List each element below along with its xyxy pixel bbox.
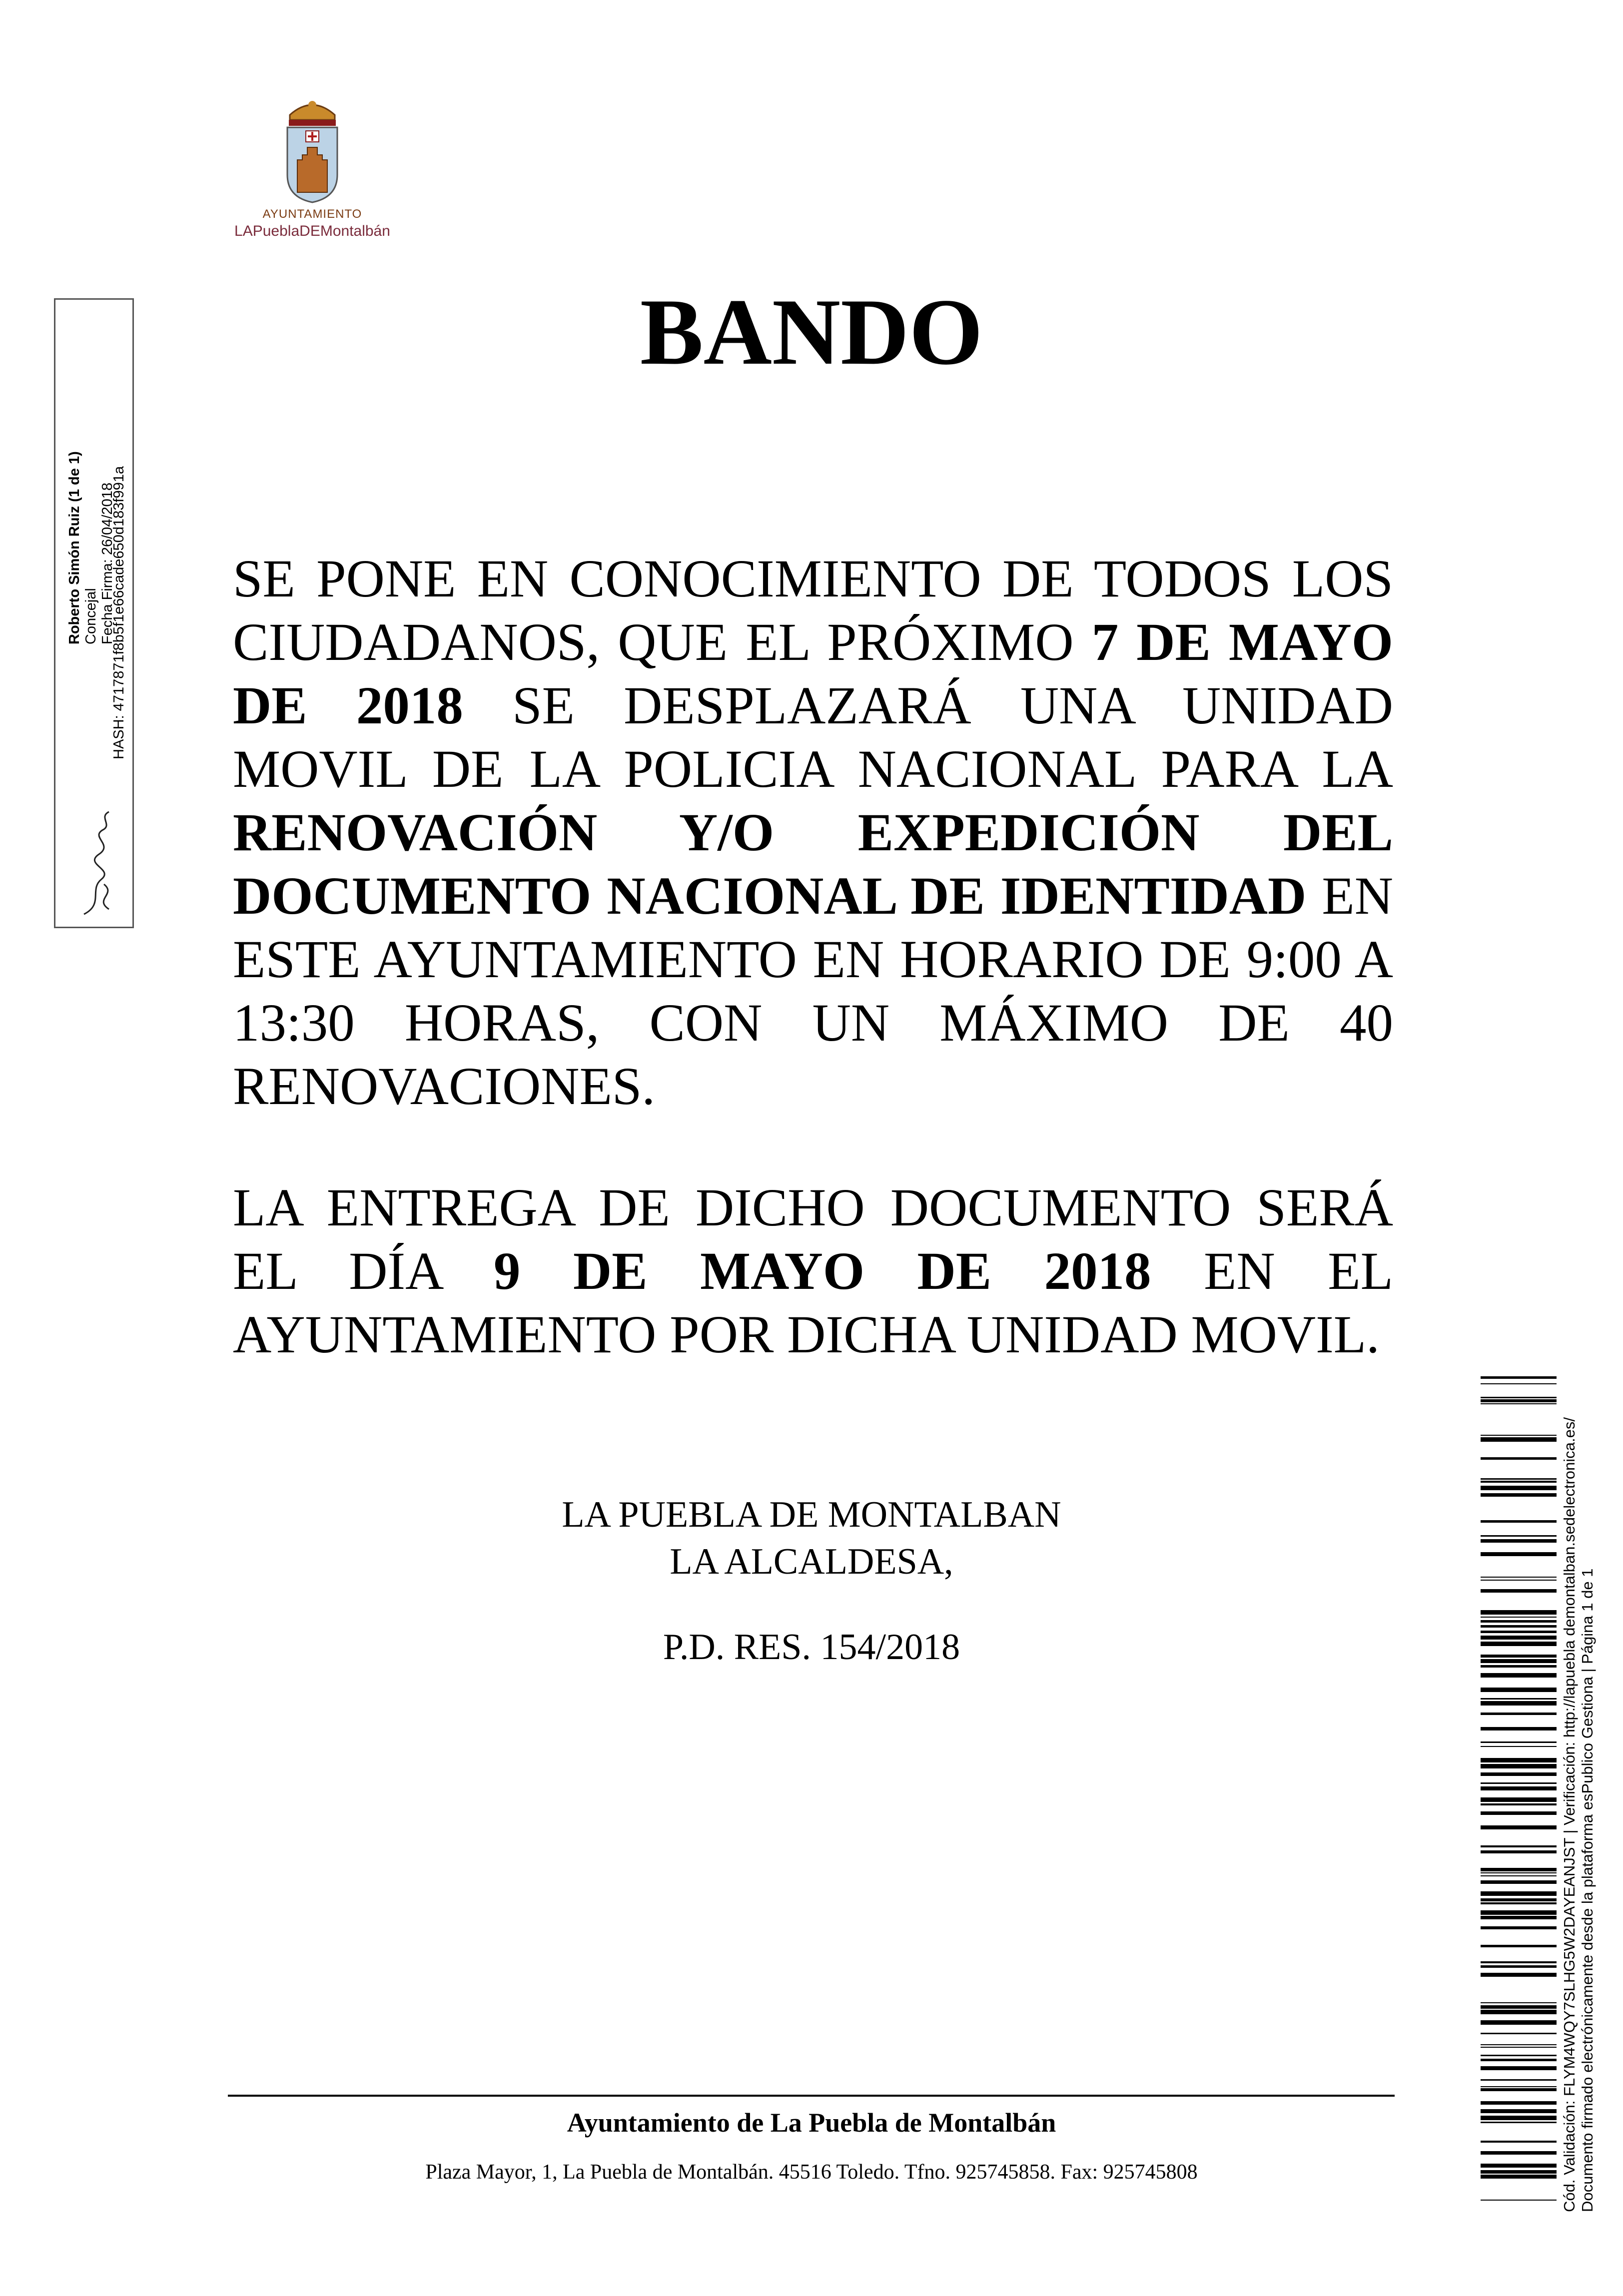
p2-date-bold: 9 DE MAYO DE 2018 — [494, 1242, 1151, 1301]
sign-location: LA PUEBLA DE MONTALBAN — [562, 1494, 1061, 1535]
coat-of-arms-icon — [275, 100, 350, 205]
p2-text-a: LA ENTREGA DE DICHO DOCUMENTO SERÁ EL DÍA — [233, 1178, 1393, 1301]
footer-organization: Ayuntamiento de La Puebla de Montalbán — [567, 2108, 1056, 2138]
handwritten-signature — [74, 809, 129, 919]
document-title: BANDO — [640, 280, 983, 385]
paragraph-delivery — [233, 1176, 1393, 1367]
p1-service-bold: RENOVACIÓN Y/O EXPEDICIÓN DEL DOCUMENTO NACIONAL DE IDENTIDAD — [233, 803, 1393, 926]
logo-text-bottom: LAPueblaDEMontalbán — [234, 223, 390, 239]
p1-text-e: EN ESTE AYUNTAMIENTO EN HORARIO DE 9:00 A 13:30 HORAS, CON UN MÁXIMO DE 40 RENOVACIONES. — [233, 867, 1393, 1116]
signature-date: Fecha Firma: 26/04/2018 — [99, 482, 115, 644]
validation-platform-line: Documento firmado electrónicamente desde la plataforma esPublico Gestiona | Página 1 de 1 — [1579, 1568, 1596, 2212]
p1-text-c: SE DESPLAZARÁ UNA UNIDAD MOVIL DE LA POLICIA NACIONAL PARA LA — [233, 676, 1394, 799]
signer-role: Concejal — [83, 588, 99, 644]
p1-text-a: SE PONE EN CONOCIMIENTO DE TODOS LOS CIUDADANOS, QUE EL PRÓXIMO — [233, 550, 1393, 672]
p1-date-bold: 7 DE MAYO DE 2018 — [233, 613, 1393, 735]
footer-divider — [228, 2095, 1395, 2097]
validation-code-line: Cód. Validación: FLYM4WQY7SLHG5W2DAYEANJST | Verificación: http://lapuebla demontalban.sedelectronica.es/ — [1561, 1417, 1578, 2212]
logo-text-top: AYUNTAMIENTO — [262, 207, 362, 221]
validation-text — [1561, 1378, 1603, 2212]
p2-text-c: EN EL AYUNTAMIENTO POR DICHA UNIDAD MOVIL. — [233, 1242, 1393, 1364]
sign-resolution: P.D. RES. 154/2018 — [663, 1627, 960, 1668]
validation-barcode — [1481, 1376, 1557, 2206]
signature-hash: HASH: 4717871f8b5f1e66cade650d183f991a — [111, 466, 127, 759]
municipal-logo — [220, 100, 405, 240]
footer-address: Plaza Mayor, 1, La Puebla de Montalbán. 45516 Toledo. Tfno. 925745858. Fax: 925745808 — [425, 2161, 1198, 2184]
sign-role: LA ALCALDESA, — [670, 1541, 953, 1582]
signer-name: Roberto Simón Ruiz (1 de 1) — [66, 451, 82, 644]
paragraph-announcement — [233, 548, 1393, 1119]
